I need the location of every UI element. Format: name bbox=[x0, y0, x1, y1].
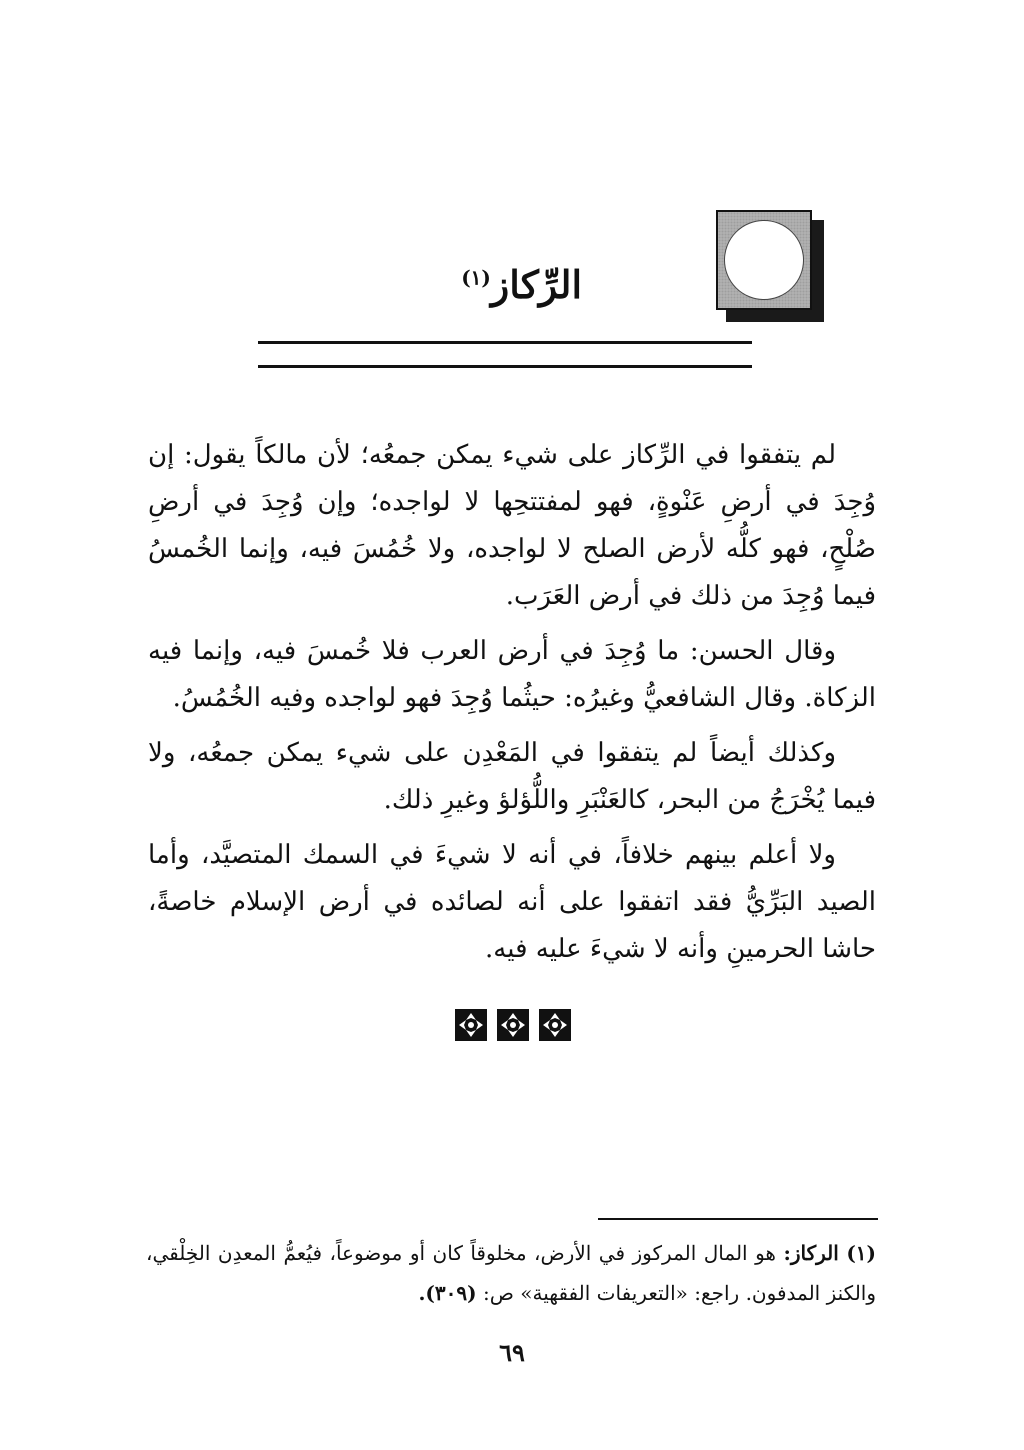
chapter-title bbox=[461, 262, 582, 308]
section-end-ornaments bbox=[454, 1008, 572, 1042]
footnote-text: هو المال المركوز في الأرض، مخلوقاً كان أو موضوعاً، فيُعمُّ المعدِن الخِلْقي، والكنز المدفون. راجع: «التعريفات الفقهية» ص: bbox=[146, 1241, 876, 1305]
paragraph-2: وقال الحسن: ما وُجِدَ في أرض العرب فلا خُمسَ فيه، وإنما فيه الزكاة. وقال الشافعيُّ وغيرُه: حيثُما وُجِدَ فهو لواجده وفيه الخُمُسُ. bbox=[148, 636, 876, 713]
emblem-circle bbox=[724, 220, 804, 300]
page-number: ٦٩ bbox=[499, 1338, 525, 1367]
title-footnote-ref: (١) bbox=[461, 265, 491, 290]
floral-ornament-icon bbox=[496, 1008, 530, 1042]
emblem-frame bbox=[716, 210, 812, 310]
paragraph-1: لم يتفقوا في الرِّكاز على شيء يمكن جمعُه؛ لأن مالكاً يقول: إن وُجِدَ في أرضِ عَنْوةٍ، فهو لمفتتحِها لا لواجده؛ وإن وُجِدَ في أرضِ صُلْحٍ، فهو كلُّه لأرض الصلح لا لواجده، ولا خُمُسَ فيه، وإنما الخُمسُ فيما وُجِدَ من ذلك في أرض العَرَب. bbox=[148, 440, 876, 611]
paragraph-3: وكذلك أيضاً لم يتفقوا في المَعْدِن على شيء يمكن جمعُه، ولا فيما يُخْرَجُ من البحر، كالعَنْبَرِ واللُّؤلؤ وغيرِ ذلك. bbox=[148, 738, 876, 815]
footnote-paragraph bbox=[146, 1233, 876, 1313]
floral-ornament-icon bbox=[454, 1008, 488, 1042]
paragraph-4: ولا أعلم بينهم خلافاً، في أنه لا شيءَ في السمك المتصيَّد، وأما الصيد البَرِّيُّ فقد اتفقوا على أنه لصائده في أرض الإسلام خاصةً، حاشا الحرمينِ وأنه لا شيءَ عليه فيه. bbox=[148, 840, 876, 964]
footnote-page-ref: (٣٠٩). bbox=[418, 1281, 477, 1305]
footnote-term: الركاز: bbox=[783, 1241, 839, 1265]
footnote-separator bbox=[598, 1218, 878, 1220]
main-text bbox=[148, 432, 876, 981]
chapter-title-text: الرِّكاز bbox=[490, 262, 582, 307]
chapter-emblem-icon bbox=[716, 210, 824, 322]
title-rule-bottom bbox=[258, 365, 752, 368]
floral-ornament-icon bbox=[538, 1008, 572, 1042]
title-rule-top bbox=[258, 341, 752, 344]
footnote-number: (١) bbox=[846, 1241, 877, 1265]
footnote bbox=[146, 1233, 876, 1313]
